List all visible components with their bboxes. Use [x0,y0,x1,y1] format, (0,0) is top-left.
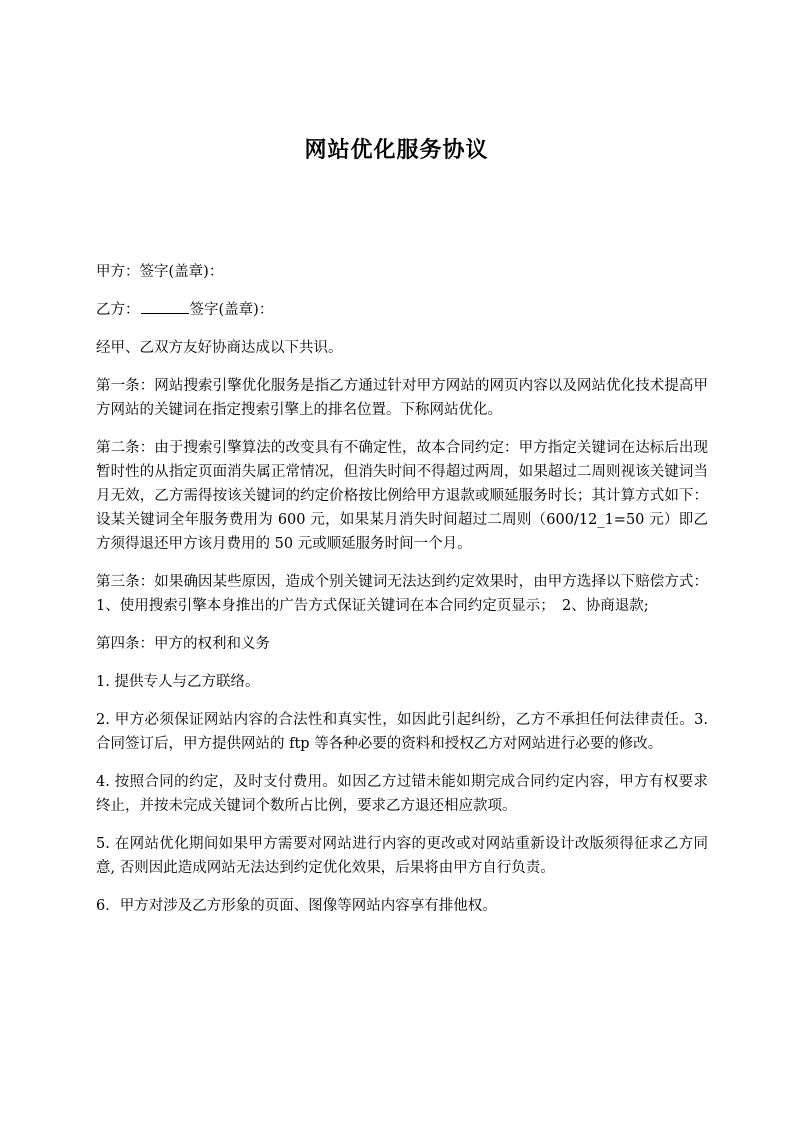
article-4-item-1: 1. 提供专人与乙方联络。 [96,674,260,690]
intro-paragraph: 经甲、乙双方友好协商达成以下共识。 [96,340,343,356]
article-2: 第二条：由于搜索引擎算法的改变具有不确定性，故本合同约定：甲方指定关键词在达标后出现暂时性的从指定页面消失属正常情况，但消失时间不得超过两周，如果超过二周则视该关键词当月无效，乙方需得按该关键词的约定价格按比例给甲方退款或顺延服务时长；其计算方式如下：设某关键词全年服务费用为 600 元，如果某月消失时间超过二周则（600/12_1=50 元）即乙方须得退还甲方该月费用的 50 元或顺延服务时间一个月。 [96,440,708,552]
party-b-line [96,298,708,322]
article-4-item-5: 5. 在网站优化期间如果甲方需要对网站进行内容的更改或对网站重新设计改版须得征求乙方同意, 否则因此造成网站无法达到约定优化效果，后果将由甲方自行负责。 [96,836,708,876]
article-4-item-4: 4. 按照合同的约定，及时支付费用。如因乙方过错未能如期完成合同约定内容，甲方有权要求终止，并按未完成关键词个数所占比例，要求乙方退还相应款项。 [96,774,708,814]
party-a-line: 甲方：签字(盖章)： [96,264,224,280]
article-4-heading: 第四条：甲方的权利和义务 [96,636,270,652]
document-title: 网站优化服务协议 [304,138,489,163]
signature-blank [141,298,189,314]
article-1: 第一条：网站搜索引擎优化服务是指乙方通过针对甲方网站的网页内容以及网站优化技术提高甲方网站的关键词在指定搜索引擎上的排名位置。下称网站优化。 [96,378,708,418]
article-3: 第三条：如果确因某些原因，造成个别关键词无法达到约定效果时，由甲方选择以下赔偿方式：1、使用搜索引擎本身推出的广告方式保证关键词在本合同约定页显示； 2、协商退款; [96,574,708,614]
party-b-suffix: 签字(盖章)： [189,302,274,318]
article-4-item-6: 6．甲方对涉及乙方形象的页面、图像等网站内容享有排他权。 [96,898,497,914]
document-body [96,260,708,932]
party-b-prefix: 乙方： [96,302,140,318]
article-4-item-2: 2. 甲方必须保证网站内容的合法性和真实性，如因此引起纠纷，乙方不承担任何法律责任。3. 合同签订后，甲方提供网站的 ftp 等各种必要的资料和授权乙方对网站进行必要的修改。 [96,712,708,752]
